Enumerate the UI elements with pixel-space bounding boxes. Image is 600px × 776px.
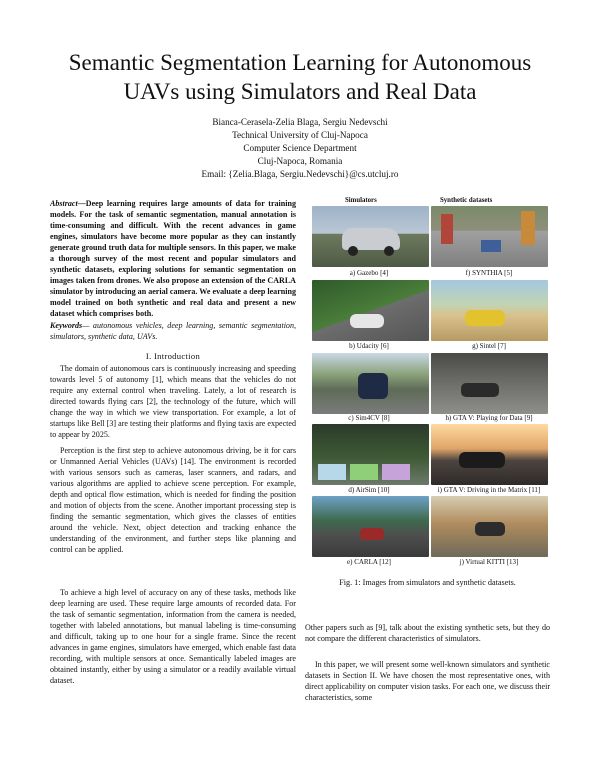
keywords bbox=[50, 320, 296, 342]
abstract bbox=[50, 198, 296, 320]
keywords-text: — autonomous vehicles, deep learning, semantic segmentation, simulators, synthetic data, UAVs. bbox=[50, 321, 296, 342]
author-email: Email: {Zelia.Blaga, Sergiu.Nedevschi}@cs.utcluj.ro bbox=[201, 169, 399, 179]
caption-sintel: g) Sintel [7] bbox=[472, 342, 506, 350]
abstract-text: —Deep learning requires large amounts of data for training models. For the task of semantic segmentation, manual annotation is time-consuming and difficult. With the recent advances in game engines, simulators have become more popular as they can instantly generate ground truth data for multiple sensors. In this paper, we make a thorough survey of the most recent and popular simulators and synthetic datasets, exploring solutions for semantic segmentation on images taken from drones. We also propose an extension of the CARLA simulator by introducing an aerial camera. We evaluate a deep learning model trained on both synthetic and real data and present a new dataset which comprises both. bbox=[50, 199, 296, 319]
caption-gta-matrix: i) GTA V: Driving in the Matrix [11] bbox=[437, 486, 541, 494]
author-block bbox=[20, 116, 580, 181]
caption-gta-playing: h) GTA V: Playing for Data [9] bbox=[445, 414, 533, 422]
image-sim4cv bbox=[312, 353, 429, 414]
intro-p1-text: The domain of autonomous cars is continuously increasing and speeding towards level 5 of autonomy [1], which means that the vehicles do not require any external control when traveling. Lately, a lot of research is directed towards flying cars [2], the technology of the future, which will change the way in which we view transportation. For example, a lot of startups like Bell [3] are testing their platforms and flying taxis are expected to appear by 2025. bbox=[50, 364, 296, 440]
right-p1-text: Other papers such as [9], talk about the existing synthetic sets, but they do not compare the different characteristics of simulators. bbox=[305, 623, 550, 644]
right-paragraph-1 bbox=[305, 622, 550, 644]
keywords-label: Keywords bbox=[50, 321, 83, 330]
right-paragraph-2 bbox=[305, 659, 550, 703]
affiliation-department: Computer Science Department bbox=[243, 143, 357, 153]
intro-paragraph-3 bbox=[50, 587, 296, 686]
image-carla bbox=[312, 496, 429, 557]
caption-udacity: b) Udacity [6] bbox=[349, 342, 389, 350]
caption-airsim: d) AirSim [10] bbox=[348, 486, 390, 494]
image-udacity bbox=[312, 280, 429, 341]
caption-gazebo: a) Gazebo [4] bbox=[349, 269, 389, 277]
caption-virtual-kitti: j) Virtual KITTI [13] bbox=[459, 558, 519, 566]
caption-synthia: f) SYNTHIA [5] bbox=[465, 269, 513, 277]
section-heading-introduction: I. Introduction bbox=[145, 351, 201, 361]
caption-carla: e) CARLA [12] bbox=[347, 558, 391, 566]
figure-caption: Fig. 1: Images from simulators and synthetic datasets. bbox=[339, 578, 516, 587]
image-virtual-kitti bbox=[431, 496, 548, 557]
intro-paragraph-2 bbox=[50, 445, 296, 555]
image-gta-matrix bbox=[431, 424, 548, 485]
affiliation-location: Cluj-Napoca, Romania bbox=[257, 156, 343, 166]
title-line-2: UAVs using Simulators and Real Data bbox=[123, 79, 477, 104]
paper-title bbox=[20, 48, 580, 106]
image-gta-playing bbox=[431, 353, 548, 414]
image-airsim bbox=[312, 424, 429, 485]
abstract-label: Abstract bbox=[50, 199, 78, 208]
intro-p3-text: To achieve a high level of accuracy on any of these tasks, methods like deep learning are used. These require large amounts of recorded data. For the task of semantic segmentation, information from the camera is needed, together with labeled annotations, but manual labeling is time-consuming and difficult, taking up to one hour for a single frame. Since the recent advances in game engines, simulators have emerged, which enable fast data recording, with multiple sensors at once. Semantically labeled images are obtained instantly, either by using a simulator or a readily available virtual dataset. bbox=[50, 588, 296, 686]
figure-head-synthetic: Synthetic datasets bbox=[440, 197, 493, 204]
author-names: Bianca-Cerasela-Zelia Blaga, Sergiu Nedevschi bbox=[212, 117, 388, 127]
image-synthia bbox=[431, 206, 548, 267]
affiliation-university: Technical University of Cluj-Napoca bbox=[232, 130, 368, 140]
right-p2-text: In this paper, we will present some well-known simulators and synthetic datasets in Section II. We have chosen the most representative ones, with direct applicability on computer vision tasks. For each one, we discuss their characteristics, some bbox=[305, 660, 550, 703]
image-sintel bbox=[431, 280, 548, 341]
figure-head-simulators: Simulators bbox=[345, 197, 377, 204]
intro-paragraph-1 bbox=[50, 363, 296, 440]
intro-p2-text: Perception is the first step to achieve autonomous driving, be it for cars or Unmanned Aerial Vehicles (UAVs) [14]. The environment is recorded with various sensors such as cameras, laser scanners, and radars, and various algorithms are applied to achieve scene perception. For example, depth and optical flow estimation, which is needed for finding the position and motion of objects from the scene. Another important processing step is finding the semantic segmentation, which gives the classes of entities around the vehicle. Next, object detection and tracking enhance the understanding of the environment, and further steps like planning and control can be applied. bbox=[50, 446, 296, 555]
caption-sim4cv: c) Sim4CV [8] bbox=[348, 414, 390, 422]
title-line-1: Semantic Segmentation Learning for Autonomous bbox=[68, 50, 532, 75]
image-gazebo bbox=[312, 206, 429, 267]
